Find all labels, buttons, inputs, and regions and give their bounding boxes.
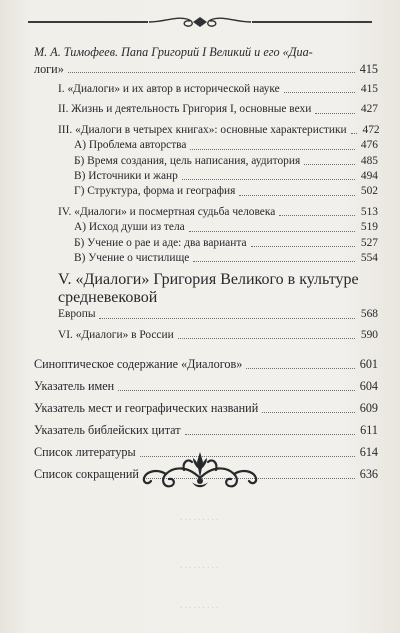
author-entry-line2 [34,61,378,78]
appendix-title: Указатель имен [34,379,115,394]
leader-dots [68,72,355,73]
toc-appendix-place-index[interactable] [34,400,378,417]
author-entry-text: М. А. Тимофеев. Папа Григорий I Великий и его «Диа- [34,45,313,59]
leader-dots [284,92,355,93]
subsection-title: В) Источники и жанр [74,170,178,183]
leader-dots [118,390,355,391]
page-number: 494 [360,170,378,183]
leader-dots [246,368,355,369]
rule-right [252,21,372,23]
page-number: 513 [360,205,378,218]
page-number: 568 [360,308,378,321]
appendix-title: Указатель библейских цитат [34,423,181,438]
leader-dots [182,179,355,180]
section-title: VI. «Диалоги» в России [58,328,174,341]
subsection-title: Б) Учение о рае и аде: два варианта [74,236,247,249]
page-number: 636 [359,467,378,482]
subsection-title: А) Исход души из тела [74,221,185,234]
page-number: 472 [362,123,380,136]
page-number: 527 [360,236,378,249]
page-number: 609 [359,401,378,416]
leader-dots [193,261,355,262]
toc-section-4[interactable] [34,205,378,220]
section-title-line2 [58,307,378,322]
leader-dots [351,133,357,134]
toc-section-6[interactable] [34,328,378,343]
page-number: 415 [359,61,378,76]
leader-dots [189,231,355,232]
toc-section-2[interactable] [34,102,378,117]
leader-dots [99,318,355,319]
subsection-title: В) Учение о чистилище [74,252,190,265]
page-number: 485 [360,154,378,167]
leader-dots [239,195,355,196]
leader-dots [185,434,355,435]
bleed-through-text: . . . . . . . . . [180,560,219,570]
section-title: III. «Диалоги в четырех книгах»: основные характеристики [58,123,347,136]
page-number: 590 [360,328,378,341]
table-of-contents [34,44,378,483]
page-number: 415 [360,83,378,95]
toc-subsection-3a[interactable] [34,138,378,153]
floral-ornament-icon [138,448,262,492]
toc-subsection-3d[interactable] [34,184,378,199]
leader-dots [304,164,355,165]
page-number: 611 [360,423,378,438]
page-number: 554 [360,252,378,265]
appendix-title: Список литературы [34,445,136,460]
page-number: 601 [359,357,378,372]
section-title: I. «Диалоги» и их автор в исторической науке [58,83,280,95]
leader-dots [279,215,355,216]
leader-dots [251,246,355,247]
section-title-cont: Европы [58,308,96,321]
bleed-through-text: . . . . . . . . . [180,512,219,522]
appendix-title: Синоптическое содержание «Диалогов» [34,357,243,372]
toc-subsection-4a[interactable] [34,220,378,235]
page-number: 519 [360,221,378,234]
author-entry-line1 [34,44,378,61]
page-number: 614 [359,445,378,460]
page-number: 604 [359,379,378,394]
appendix-title: Указатель мест и географических названий [34,401,259,416]
toc-subsection-3b[interactable] [34,154,378,169]
section-title: V. «Диалоги» Григория Великого в культуре средневековой [58,271,359,307]
leader-dots [315,113,355,114]
toc-subsection-3c[interactable] [34,169,378,184]
page-number: 502 [360,185,378,198]
toc-subsection-4c[interactable] [34,251,378,266]
subsection-title: А) Проблема авторства [74,139,187,152]
bleed-through-text: . . . . . . . . . [180,600,219,610]
toc-section-1[interactable] [34,82,378,97]
toc-section-5[interactable] [34,271,378,322]
leader-dots [190,149,355,150]
section-title-line1 [58,271,378,307]
author-entry-text-cont: логи» [34,61,64,76]
leader-dots [178,338,355,339]
rule-left [28,21,148,23]
toc-author-entry[interactable] [34,44,378,77]
toc-appendix-synoptic[interactable] [34,356,378,373]
toc-appendix-bible-index[interactable] [34,422,378,439]
toc-section-3[interactable] [34,123,378,138]
subsection-title: Б) Время создания, цель написания, аудитория [74,154,301,167]
page-number: 427 [360,103,378,116]
appendix-title: Список сокращений [34,467,139,482]
subsection-title: Г) Структура, форма и география [74,185,236,198]
toc-appendix-name-index[interactable] [34,378,378,395]
leader-dots [262,412,355,413]
page-number: 476 [360,139,378,152]
header-ornament-rule [28,13,372,31]
section-title: II. Жизнь и деятельность Григория I, основные вехи [58,103,312,116]
section-title: IV. «Диалоги» и посмертная судьба человека [58,205,276,218]
toc-subsection-4b[interactable] [34,236,378,251]
scroll-ornament-icon [145,13,255,31]
